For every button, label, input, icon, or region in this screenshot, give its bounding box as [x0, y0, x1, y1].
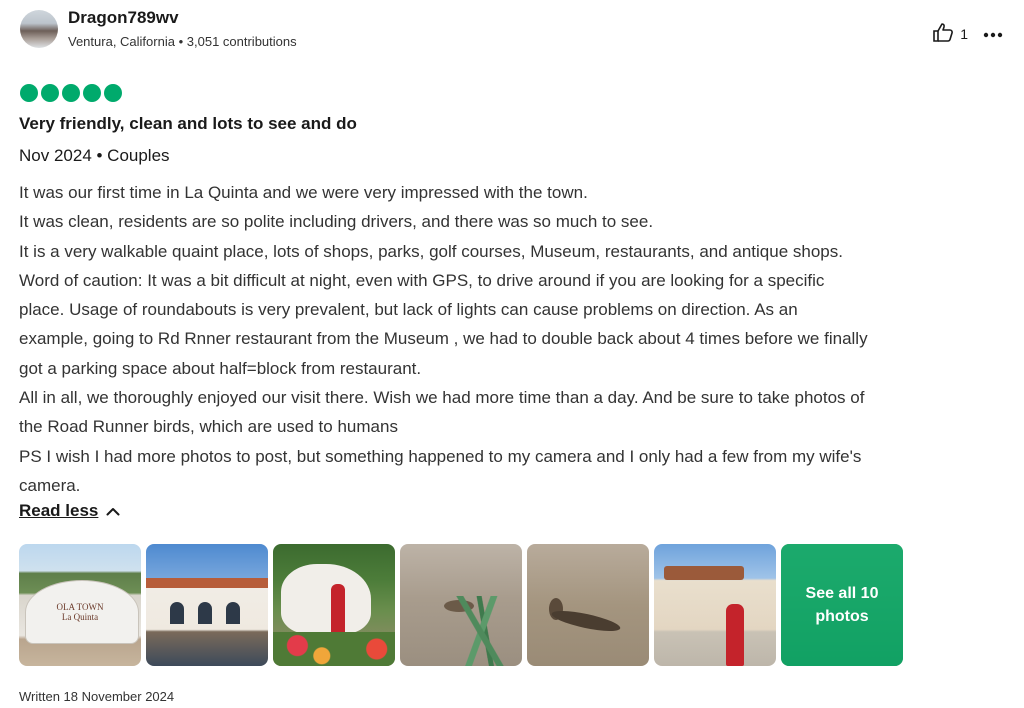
review-photo-ola-town-sign[interactable] [19, 544, 141, 666]
rating-bubble-icon [20, 84, 38, 102]
flowers [273, 632, 395, 666]
reviewer-contributions: 3,051 contributions [186, 34, 297, 49]
helpful-vote-button[interactable] [932, 22, 968, 45]
rating-bubbles [20, 84, 122, 102]
see-all-photos-label: See all 10 photos [805, 585, 879, 625]
meta-separator: • [178, 34, 184, 49]
review-photo-roadrunner-ground[interactable] [400, 544, 522, 666]
agave-plant [456, 596, 516, 666]
rating-bubble-icon [104, 84, 122, 102]
rating-bubble-icon [41, 84, 59, 102]
tile-roof [146, 578, 268, 588]
arched-window [226, 602, 240, 624]
see-all-photos-button[interactable] [781, 544, 903, 666]
tile-roof [664, 566, 744, 580]
review-body-line: PS I wish I had more photos to post, but something happened to my camera and I only had a few from my wife's [19, 446, 862, 466]
more-options-icon [983, 25, 1003, 43]
reviewer-meta [68, 34, 297, 49]
person [726, 604, 744, 666]
review-body-line: It was clean, residents are so polite including drivers, and there was so much to see. [19, 212, 654, 232]
written-date: Written 18 November 2024 [19, 689, 175, 704]
review-body-line: All in all, we thoroughly enjoyed our visit there. Wish we had more time than a day. And be sure to take photos of [19, 388, 865, 408]
review-body-line: the Road Runner birds, which are used to humans [19, 417, 398, 437]
read-less-button[interactable] [19, 501, 120, 521]
horse-statue [281, 564, 371, 634]
chevron-up-icon [106, 501, 120, 521]
review-actions [932, 22, 1004, 45]
review-body [19, 178, 1019, 500]
review-body-line: got a parking space about half=block from restaurant. [19, 358, 422, 378]
roadrunner-bird [550, 607, 621, 635]
review-photo-museum-man[interactable] [654, 544, 776, 666]
sign-text: OLA TOWN La Quinta [56, 602, 104, 622]
reviewer-location: Ventura, California [68, 34, 175, 49]
review-photo-building[interactable] [146, 544, 268, 666]
review-header [18, 8, 1008, 52]
review-photo-roadrunner-closeup[interactable] [527, 544, 649, 666]
review-photo-horse-statue[interactable] [273, 544, 395, 666]
reviewer-username[interactable]: Dragon789wv [68, 8, 179, 27]
review-body-line: It was our first time in La Quinta and we were very impressed with the town. [19, 183, 588, 202]
review-body-line: example, going to Rd Rnner restaurant from the Museum , we had to double back about 4 times before we finally [19, 329, 868, 349]
review-photo-strip [19, 544, 903, 666]
review-body-line: It is a very walkable quaint place, lots of shops, parks, golf courses, Museum, restaurants, and antique shops. [19, 241, 843, 261]
more-options-button[interactable] [982, 26, 1004, 42]
read-less-label: Read less [19, 501, 99, 520]
review-body-line: place. Usage of roundabouts is very prevalent, but lack of lights can cause problems on direction. As an [19, 300, 798, 320]
person [331, 584, 345, 636]
arched-window [198, 602, 212, 624]
arched-window [170, 602, 184, 624]
thumbs-up-icon [932, 22, 954, 45]
review-title[interactable]: Very friendly, clean and lots to see and do [19, 114, 357, 133]
review-body-line: camera. [19, 475, 81, 495]
review-date-trip-type: Nov 2024 • Couples [19, 146, 170, 165]
rating-bubble-icon [62, 84, 80, 102]
review-body-line: Word of caution: It was a bit difficult at night, even with GPS, to drive around if you are looking for a specific [19, 270, 825, 290]
rating-bubble-icon [83, 84, 101, 102]
avatar[interactable] [20, 10, 58, 48]
helpful-count: 1 [960, 25, 968, 42]
